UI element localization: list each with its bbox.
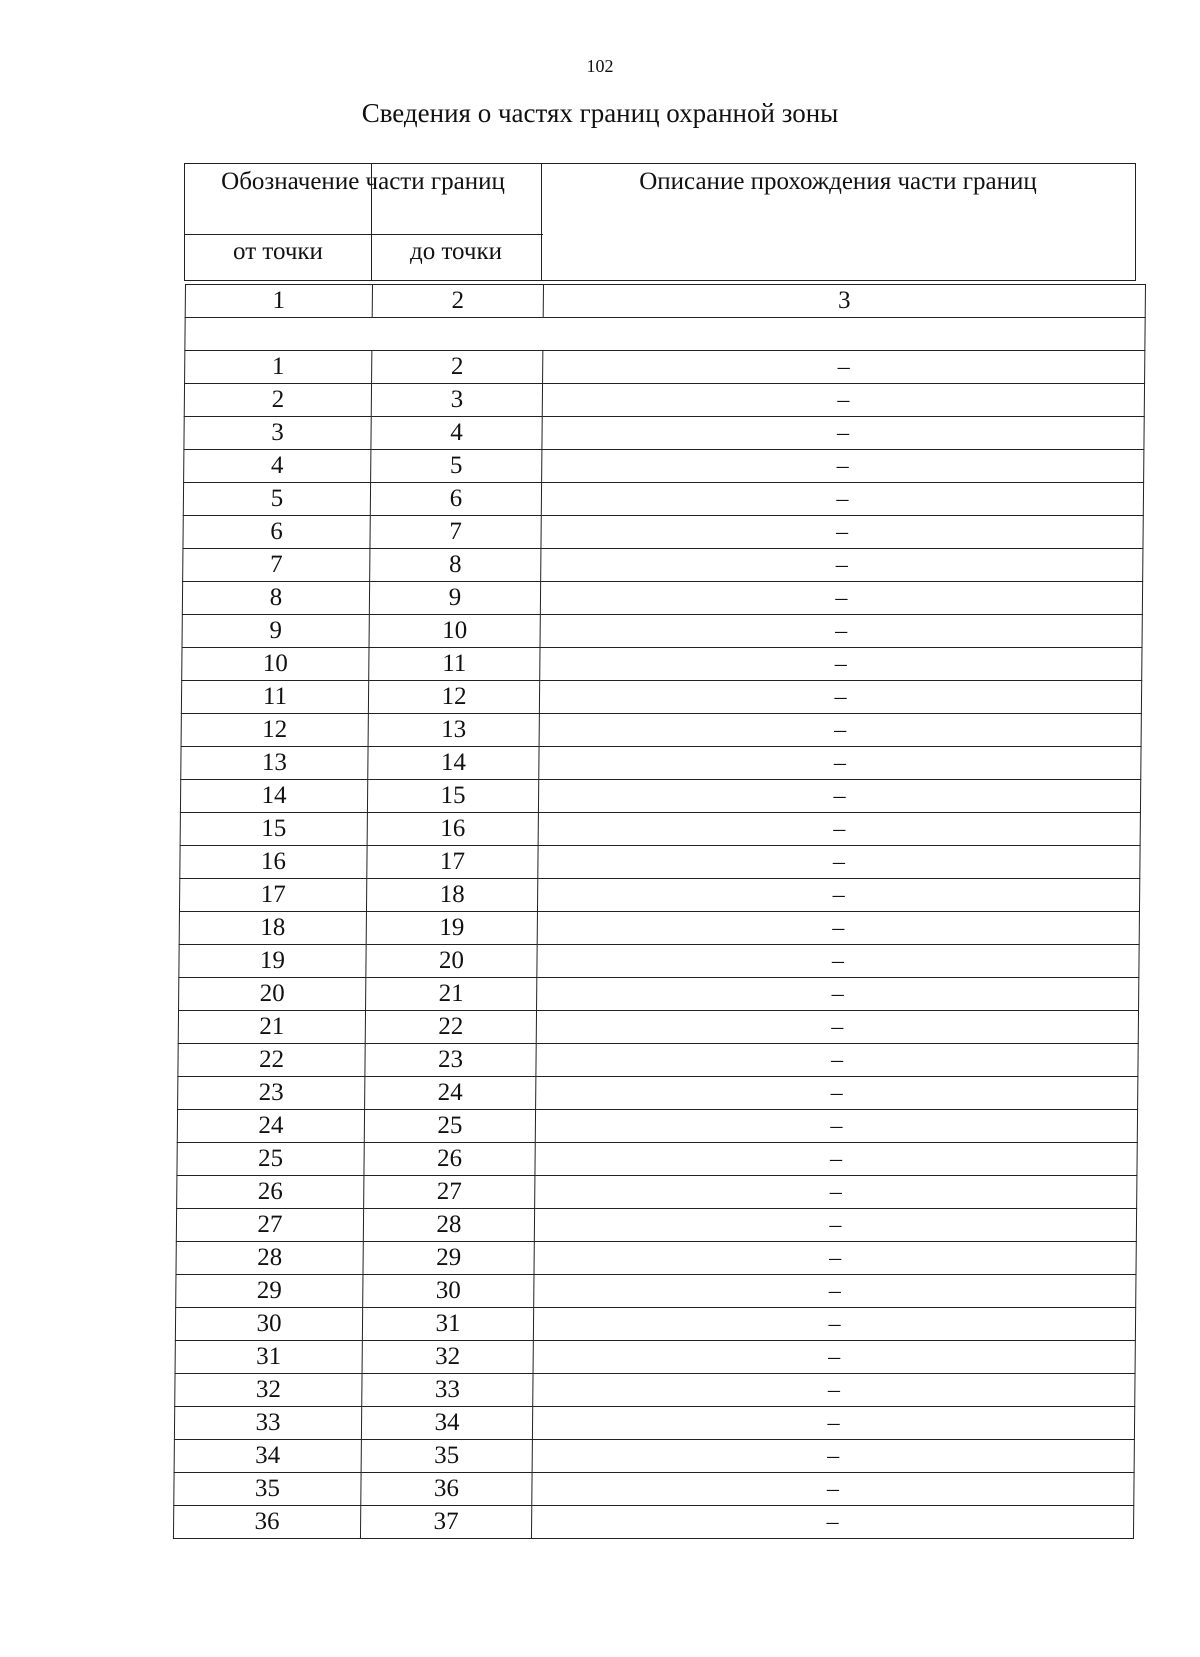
- from-point-cell: 11: [181, 681, 368, 714]
- table-row: [179, 978, 1139, 1011]
- description-cell: –: [539, 714, 1141, 747]
- from-point-cell: 34: [174, 1440, 361, 1473]
- description-cell: –: [538, 813, 1140, 846]
- table-header: [184, 163, 1136, 281]
- from-point-cell: 6: [183, 516, 370, 549]
- from-point-cell: 35: [174, 1473, 361, 1506]
- description-cell: –: [541, 483, 1143, 516]
- table-row: [173, 1506, 1133, 1539]
- from-point-cell: 32: [175, 1374, 362, 1407]
- column-number: 2: [372, 285, 543, 318]
- table-row: [175, 1374, 1135, 1407]
- table-row: [184, 417, 1144, 450]
- from-point-cell: 30: [175, 1308, 362, 1341]
- header-group-label: Обозначение части границ: [221, 168, 505, 195]
- from-point-cell: 4: [184, 450, 371, 483]
- to-point-cell: 27: [364, 1176, 535, 1209]
- table-row: [181, 681, 1141, 714]
- description-cell: –: [541, 516, 1143, 549]
- description-cell: –: [541, 549, 1143, 582]
- description-cell: –: [535, 1110, 1137, 1143]
- description-cell: –: [535, 1143, 1137, 1176]
- header-to-label: до точки: [409, 238, 503, 265]
- column-number-row: [185, 285, 1145, 318]
- from-point-cell: 31: [175, 1341, 362, 1374]
- table-row: [182, 615, 1142, 648]
- table-row: [179, 879, 1139, 912]
- from-point-cell: 29: [176, 1275, 363, 1308]
- description-cell: –: [535, 1176, 1137, 1209]
- description-cell: –: [537, 879, 1139, 912]
- description-cell: –: [539, 681, 1141, 714]
- table-row: [182, 648, 1142, 681]
- table-row: [183, 549, 1143, 582]
- table-row: [183, 483, 1143, 516]
- description-cell: –: [540, 615, 1142, 648]
- from-point-cell: 18: [179, 912, 366, 945]
- from-point-cell: 26: [177, 1176, 364, 1209]
- to-point-cell: 30: [363, 1275, 534, 1308]
- from-point-cell: 33: [174, 1407, 361, 1440]
- section-cell: [185, 318, 1145, 351]
- from-point-cell: 22: [178, 1044, 365, 1077]
- table-row: [174, 1440, 1134, 1473]
- table-row: [182, 582, 1142, 615]
- to-point-cell: 25: [364, 1110, 535, 1143]
- to-point-cell: 33: [362, 1374, 533, 1407]
- from-point-cell: 36: [173, 1506, 360, 1539]
- from-point-cell: 14: [180, 780, 367, 813]
- from-point-cell: 15: [180, 813, 367, 846]
- description-cell: –: [534, 1242, 1136, 1275]
- to-point-cell: 12: [368, 681, 539, 714]
- to-point-cell: 26: [364, 1143, 535, 1176]
- to-point-cell: 16: [367, 813, 538, 846]
- to-point-cell: 34: [361, 1407, 532, 1440]
- to-point-cell: 37: [360, 1506, 531, 1539]
- to-point-cell: 22: [365, 1011, 536, 1044]
- to-point-cell: 32: [362, 1341, 533, 1374]
- table-row: [178, 1011, 1138, 1044]
- to-point-cell: 31: [362, 1308, 533, 1341]
- table-row: [177, 1110, 1137, 1143]
- to-point-cell: 17: [367, 846, 538, 879]
- description-cell: –: [542, 417, 1144, 450]
- description-cell: –: [536, 1044, 1138, 1077]
- description-cell: –: [540, 648, 1142, 681]
- to-point-cell: 36: [361, 1473, 532, 1506]
- from-point-cell: 19: [179, 945, 366, 978]
- from-point-cell: 25: [177, 1143, 364, 1176]
- description-cell: –: [531, 1506, 1133, 1539]
- to-point-cell: 4: [371, 417, 542, 450]
- header-divider-subgroup: [185, 234, 543, 235]
- from-point-cell: 3: [184, 417, 371, 450]
- table-row: [181, 714, 1141, 747]
- description-cell: –: [533, 1341, 1135, 1374]
- page-number: 102: [586, 56, 614, 76]
- description-cell: –: [536, 1011, 1138, 1044]
- description-cell: –: [533, 1374, 1135, 1407]
- table-row: [184, 384, 1144, 417]
- description-cell: –: [532, 1440, 1134, 1473]
- to-point-cell: 29: [363, 1242, 534, 1275]
- table-row: [176, 1275, 1136, 1308]
- to-point-cell: 35: [361, 1440, 532, 1473]
- table-row: [175, 1341, 1135, 1374]
- description-cell: –: [533, 1308, 1135, 1341]
- table-row: [185, 351, 1145, 384]
- description-cell: –: [539, 747, 1141, 780]
- header-from-label: от точки: [233, 238, 323, 265]
- from-point-cell: 12: [181, 714, 368, 747]
- from-point-cell: 24: [177, 1110, 364, 1143]
- table-row: [183, 516, 1143, 549]
- to-point-cell: 7: [370, 516, 541, 549]
- description-cell: –: [532, 1407, 1134, 1440]
- from-point-cell: 1: [185, 351, 372, 384]
- to-point-cell: 14: [368, 747, 539, 780]
- from-point-cell: 10: [182, 648, 369, 681]
- from-point-cell: 23: [178, 1077, 365, 1110]
- description-cell: –: [540, 582, 1142, 615]
- description-cell: –: [543, 351, 1145, 384]
- from-point-cell: 28: [176, 1242, 363, 1275]
- from-point-cell: 9: [182, 615, 369, 648]
- from-point-cell: 20: [179, 978, 366, 1011]
- to-point-cell: 20: [366, 945, 537, 978]
- description-cell: –: [537, 978, 1139, 1011]
- table-row: [174, 1407, 1134, 1440]
- from-point-cell: 16: [180, 846, 367, 879]
- description-cell: –: [532, 1473, 1134, 1506]
- table-row: [177, 1143, 1137, 1176]
- column-number: 1: [185, 285, 372, 318]
- to-point-cell: 8: [370, 549, 541, 582]
- to-point-cell: 11: [369, 648, 540, 681]
- description-cell: –: [537, 945, 1139, 978]
- to-point-cell: 24: [365, 1077, 536, 1110]
- table-row: [181, 747, 1141, 780]
- description-cell: –: [537, 912, 1139, 945]
- from-point-cell: 8: [182, 582, 369, 615]
- table-row: [178, 1044, 1138, 1077]
- table-row: [178, 1077, 1138, 1110]
- document-title: Сведения о частях границ охранной зоны: [361, 98, 839, 128]
- table-row: [176, 1242, 1136, 1275]
- from-point-cell: 21: [178, 1011, 365, 1044]
- to-point-cell: 23: [365, 1044, 536, 1077]
- description-cell: –: [534, 1275, 1136, 1308]
- to-point-cell: 5: [371, 450, 542, 483]
- to-point-cell: 9: [369, 582, 540, 615]
- table-row: [180, 846, 1140, 879]
- description-cell: –: [536, 1077, 1138, 1110]
- table-row: [180, 780, 1140, 813]
- to-point-cell: 21: [366, 978, 537, 1011]
- to-point-cell: 6: [370, 483, 541, 516]
- from-point-cell: 7: [183, 549, 370, 582]
- description-cell: –: [534, 1209, 1136, 1242]
- table-row: [184, 450, 1144, 483]
- to-point-cell: 28: [363, 1209, 534, 1242]
- to-point-cell: 15: [367, 780, 538, 813]
- to-point-cell: 3: [371, 384, 542, 417]
- from-point-cell: 27: [176, 1209, 363, 1242]
- to-point-cell: 19: [366, 912, 537, 945]
- header-description-label: Описание прохождения части границ: [639, 168, 1037, 195]
- table-row: [177, 1176, 1137, 1209]
- to-point-cell: 13: [368, 714, 539, 747]
- to-point-cell: 18: [366, 879, 537, 912]
- to-point-cell: 10: [369, 615, 540, 648]
- table-row: [180, 813, 1140, 846]
- description-cell: –: [538, 780, 1140, 813]
- from-point-cell: 13: [181, 747, 368, 780]
- table-row: [179, 945, 1139, 978]
- table-row: [175, 1308, 1135, 1341]
- to-point-cell: 2: [372, 351, 543, 384]
- description-cell: –: [542, 450, 1144, 483]
- table-row: [176, 1209, 1136, 1242]
- section-row: [185, 318, 1145, 351]
- from-point-cell: 2: [184, 384, 371, 417]
- table-row: [174, 1473, 1134, 1506]
- from-point-cell: 5: [183, 483, 370, 516]
- column-number: 3: [543, 285, 1145, 318]
- description-cell: –: [542, 384, 1144, 417]
- description-cell: –: [538, 846, 1140, 879]
- from-point-cell: 17: [179, 879, 366, 912]
- boundary-parts-table: [173, 284, 1146, 1539]
- table-row: [179, 912, 1139, 945]
